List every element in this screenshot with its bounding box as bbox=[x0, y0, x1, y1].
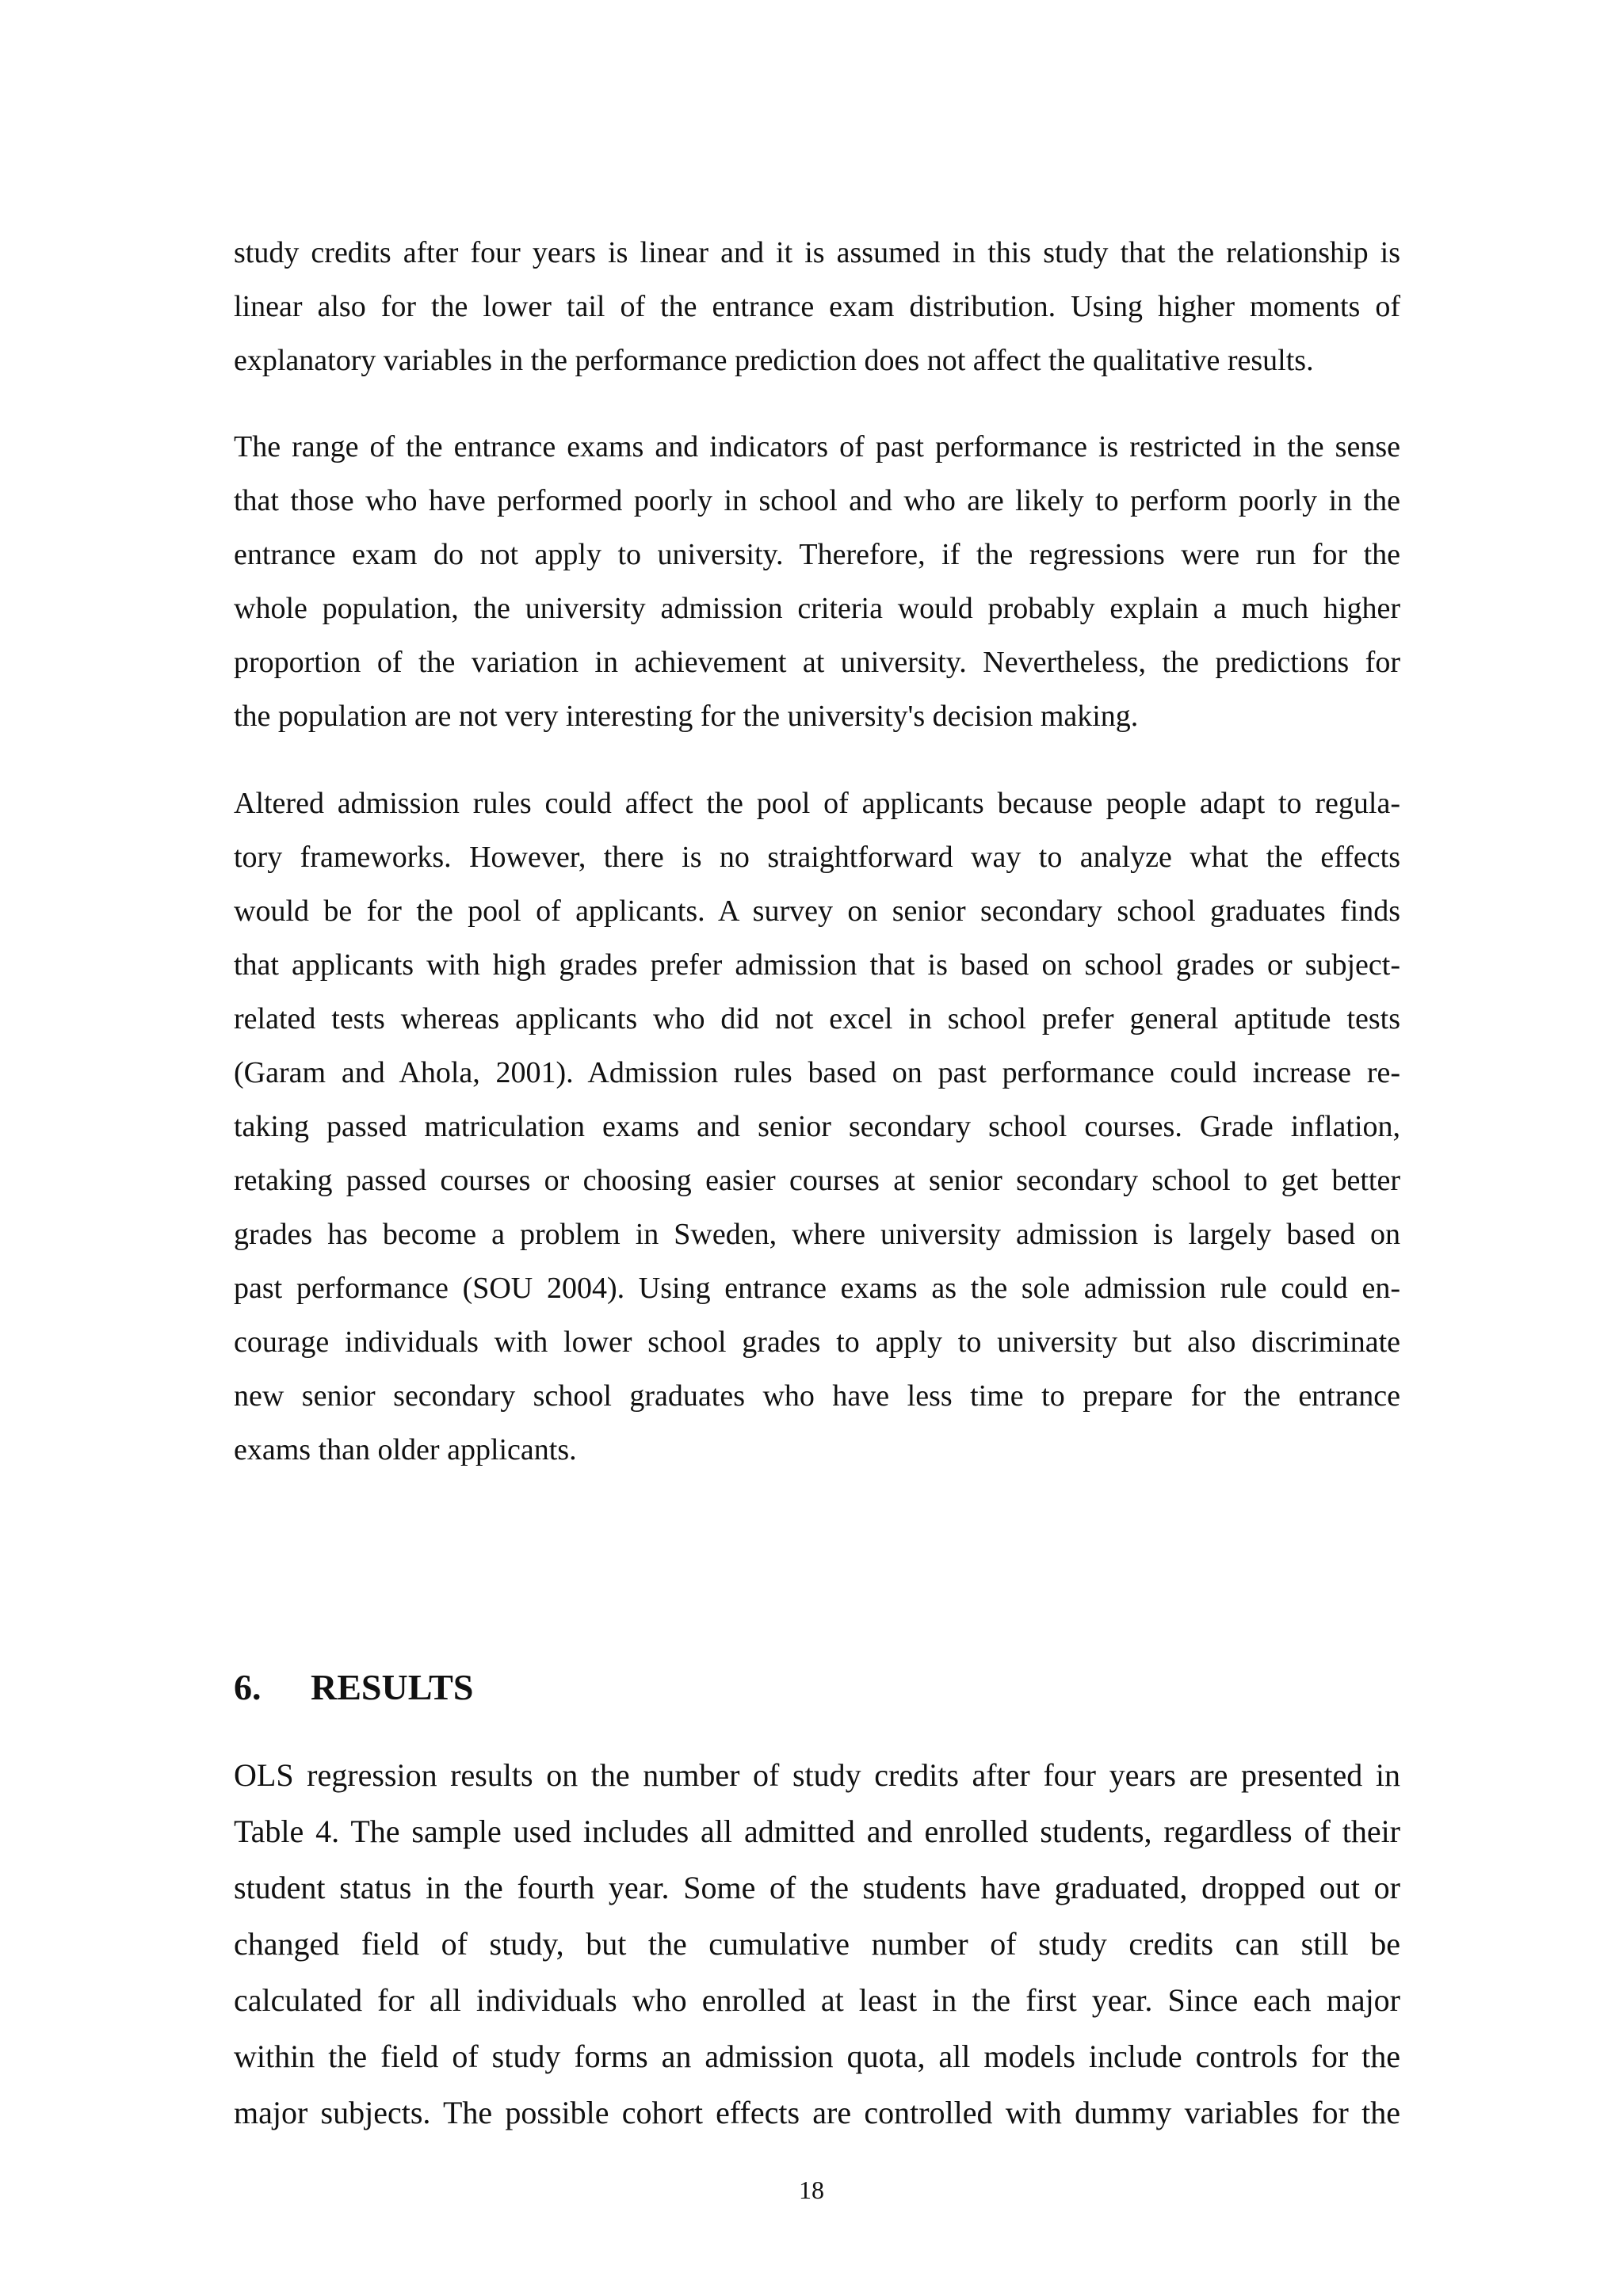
paragraph-1 bbox=[234, 226, 1400, 387]
paragraph-line: courage individuals with lower school grades to apply to university but also discriminate bbox=[234, 1325, 1400, 1359]
section-title: RESULTS bbox=[311, 1667, 474, 1707]
paragraph-line: related tests whereas applicants who did not excel in school prefer general aptitude tests bbox=[234, 1002, 1400, 1035]
paragraph-line: Table 4. The sample used includes all admitted and enrolled students, regardless of their bbox=[234, 1814, 1400, 1849]
paragraph-2 bbox=[234, 420, 1400, 743]
paragraph-line: tory frameworks. However, there is no straightforward way to analyze what the effects bbox=[234, 841, 1400, 874]
paragraph-line: whole population, the university admission criteria would probably explain a much higher bbox=[234, 592, 1400, 625]
paragraph-line: proportion of the variation in achievement at university. Nevertheless, the predictions for bbox=[234, 646, 1400, 679]
paragraph-line: changed field of study, but the cumulative number of study credits can still be bbox=[234, 1926, 1400, 1962]
paragraph-line: calculated for all individuals who enrolled at least in the first year. Since each major bbox=[234, 1982, 1400, 2018]
paragraph-line: study credits after four years is linear and it is assumed in this study that the relationship is bbox=[234, 236, 1400, 269]
paragraph-line: exams than older applicants. bbox=[234, 1433, 577, 1466]
paragraph-line: entrance exam do not apply to university. Therefore, if the regressions were run for the bbox=[234, 538, 1400, 571]
paragraph-line: explanatory variables in the performance prediction does not affect the qualitative results. bbox=[234, 344, 1314, 377]
paragraph-line: taking passed matriculation exams and senior secondary school courses. Grade inflation, bbox=[234, 1110, 1400, 1143]
paragraph-line: OLS regression results on the number of study credits after four years are presented in bbox=[234, 1757, 1400, 1793]
paragraph-line: retaking passed courses or choosing easier courses at senior secondary school to get better bbox=[234, 1164, 1400, 1197]
page-number: 18 bbox=[799, 2176, 824, 2204]
paragraph-line: would be for the pool of applicants. A survey on senior secondary school graduates finds bbox=[234, 894, 1400, 928]
paragraph-line: major subjects. The possible cohort effects are controlled with dummy variables for the bbox=[234, 2095, 1400, 2130]
paragraph-line: that applicants with high grades prefer admission that is based on school grades or subject- bbox=[234, 948, 1400, 982]
paragraph-line: the population are not very interesting for the university's decision making. bbox=[234, 700, 1139, 733]
paragraph-3 bbox=[234, 776, 1400, 1477]
paragraph-line: grades has become a problem in Sweden, where university admission is largely based on bbox=[234, 1218, 1400, 1251]
section-heading bbox=[234, 1664, 473, 1711]
paragraph-line: Altered admission rules could affect the pool of applicants because people adapt to regula- bbox=[234, 787, 1400, 820]
paragraph-line: linear also for the lower tail of the entrance exam distribution. Using higher moments of bbox=[234, 290, 1400, 323]
paragraph-line: (Garam and Ahola, 2001). Admission rules based on past performance could increase re- bbox=[234, 1056, 1400, 1089]
paragraph-line: within the field of study forms an admission quota, all models include controls for the bbox=[234, 2039, 1400, 2074]
paragraph-line: that those who have performed poorly in school and who are likely to perform poorly in the bbox=[234, 484, 1400, 517]
paragraph-line: new senior secondary school graduates who have less time to prepare for the entrance bbox=[234, 1379, 1400, 1413]
paragraph-line: The range of the entrance exams and indicators of past performance is restricted in the sense bbox=[234, 430, 1400, 463]
paragraph-line: student status in the fourth year. Some of the students have graduated, dropped out or bbox=[234, 1870, 1400, 1905]
paragraph-line: past performance (SOU 2004). Using entrance exams as the sole admission rule could en- bbox=[234, 1272, 1400, 1305]
results-paragraph bbox=[234, 1747, 1400, 2141]
section-number: 6. bbox=[234, 1667, 262, 1707]
